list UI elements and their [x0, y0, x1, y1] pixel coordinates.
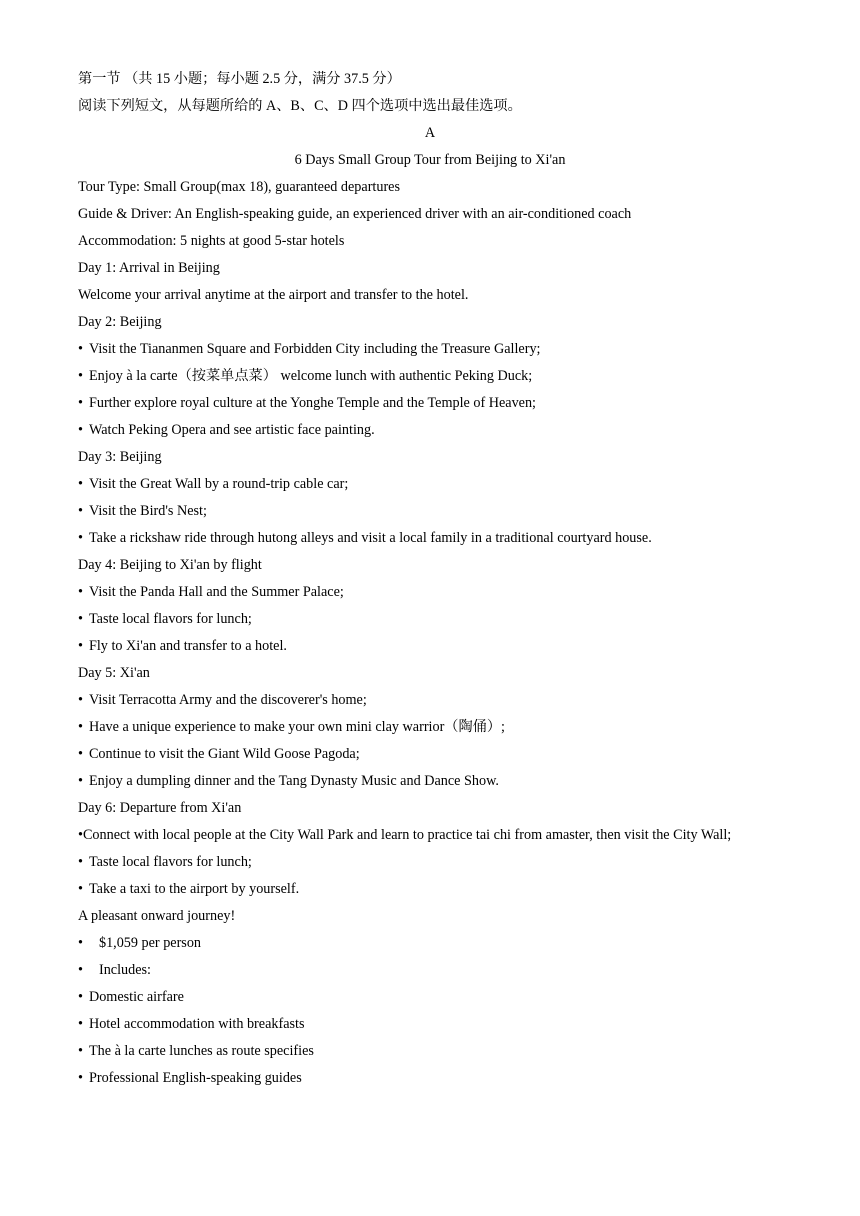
closing-text: A pleasant onward journey! — [78, 908, 236, 924]
list-item-text: Hotel accommodation with breakfasts — [88, 1016, 305, 1032]
list-item — [78, 822, 798, 849]
list-item-text: Visit Terracotta Army and the discoverer's home; — [88, 692, 367, 708]
list-item-text: Watch Peking Opera and see artistic face painting. — [88, 422, 375, 438]
list-item — [78, 363, 798, 390]
bullet-icon: • — [78, 395, 83, 411]
list-item — [78, 687, 798, 714]
bullet-icon: • — [78, 503, 83, 519]
list-item — [78, 633, 798, 660]
day-heading: Day 5: Xi'an — [78, 665, 150, 681]
section-heading: 第一节 （共 15 小题；每小题 2.5 分，满分 37.5 分） — [78, 71, 401, 87]
day-heading: Day 1: Arrival in Beijing — [78, 260, 220, 276]
list-item-text: Taste local flavors for lunch; — [88, 854, 252, 870]
list-item-text: Connect with local people at the City Wall Park and learn to practice tai chi from amaster, then visit the City Wall; — [82, 827, 732, 843]
bullet-icon: • — [78, 746, 83, 762]
bullet-icon: • — [78, 341, 83, 357]
bullet-icon: • — [78, 719, 83, 735]
list-item — [78, 1065, 798, 1092]
list-item — [78, 1011, 798, 1038]
day-text: Welcome your arrival anytime at the airport and transfer to the hotel. — [78, 287, 469, 303]
list-item — [78, 417, 798, 444]
day-heading: Day 4: Beijing to Xi'an by flight — [78, 557, 262, 573]
day-heading: Day 3: Beijing — [78, 449, 162, 465]
guide-driver: Guide & Driver: An English-speaking guide, an experienced driver with an air-conditioned coach — [78, 206, 632, 222]
bullet-icon: • — [78, 827, 83, 843]
bullet-icon: • — [78, 692, 83, 708]
list-item — [78, 579, 798, 606]
price-item — [78, 930, 798, 957]
list-item — [78, 390, 798, 417]
bullet-icon: • — [78, 476, 83, 492]
list-item — [78, 606, 798, 633]
list-item — [78, 984, 798, 1011]
list-item — [78, 849, 798, 876]
bullet-icon: • — [78, 881, 83, 897]
list-item-text: Enjoy à la carte（按菜单点菜） welcome lunch with authentic Peking Duck; — [88, 368, 533, 384]
list-item-text: Fly to Xi'an and transfer to a hotel. — [88, 638, 287, 654]
list-item-text: Professional English-speaking guides — [88, 1070, 302, 1086]
list-item-text: Have a unique experience to make your own mini clay warrior（陶俑）; — [88, 719, 505, 735]
bullet-icon: • — [78, 773, 83, 789]
list-item — [78, 471, 798, 498]
list-item-text: Take a taxi to the airport by yourself. — [88, 881, 300, 897]
day-heading: Day 2: Beijing — [78, 314, 162, 330]
accommodation: Accommodation: 5 nights at good 5-star hotels — [78, 233, 345, 249]
includes-item — [78, 957, 798, 984]
bullet-icon: • — [78, 935, 83, 951]
list-item-text: Visit the Great Wall by a round-trip cable car; — [88, 476, 349, 492]
day-heading: Day 6: Departure from Xi'an — [78, 800, 242, 816]
bullet-icon: • — [78, 962, 83, 978]
list-item — [78, 498, 798, 525]
bullet-icon: • — [78, 638, 83, 654]
list-item — [78, 525, 798, 552]
list-item-text: Visit the Panda Hall and the Summer Palace; — [88, 584, 344, 600]
list-item-text: The à la carte lunches as route specifies — [88, 1043, 314, 1059]
list-item-text: Visit the Tiananmen Square and Forbidden City including the Treasure Gallery; — [88, 341, 541, 357]
list-item-text: Take a rickshaw ride through hutong alleys and visit a local family in a traditional courtyard house. — [88, 530, 652, 546]
bullet-icon: • — [78, 368, 83, 384]
list-item-text: Domestic airfare — [88, 989, 184, 1005]
bullet-icon: • — [78, 422, 83, 438]
bullet-icon: • — [78, 854, 83, 870]
instruction-text: 阅读下列短文，从每题所给的 A、B、C、D 四个选项中选出最佳选项。 — [78, 98, 522, 114]
bullet-icon: • — [78, 611, 83, 627]
list-item — [78, 768, 798, 795]
list-item — [78, 714, 798, 741]
bullet-icon: • — [78, 1070, 83, 1086]
bullet-icon: • — [78, 1016, 83, 1032]
price-text: $1,059 per person — [98, 935, 202, 951]
list-item — [78, 336, 798, 363]
list-item — [78, 876, 798, 903]
passage-title: 6 Days Small Group Tour from Beijing to Xi'an — [294, 152, 566, 168]
passage-label: A — [424, 125, 436, 141]
tour-type: Tour Type: Small Group(max 18), guaranteed departures — [78, 179, 400, 195]
list-item-text: Visit the Bird's Nest; — [88, 503, 207, 519]
list-item-text: Taste local flavors for lunch; — [88, 611, 252, 627]
bullet-icon: • — [78, 1043, 83, 1059]
includes-label: Includes: — [98, 962, 151, 978]
bullet-icon: • — [78, 584, 83, 600]
list-item-text: Continue to visit the Giant Wild Goose Pagoda; — [88, 746, 360, 762]
bullet-icon: • — [78, 989, 83, 1005]
list-item — [78, 741, 798, 768]
bullet-icon: • — [78, 530, 83, 546]
list-item-text: Further explore royal culture at the Yonghe Temple and the Temple of Heaven; — [88, 395, 536, 411]
list-item-text: Enjoy a dumpling dinner and the Tang Dynasty Music and Dance Show. — [88, 773, 499, 789]
document-page — [78, 66, 798, 1092]
list-item — [78, 1038, 798, 1065]
